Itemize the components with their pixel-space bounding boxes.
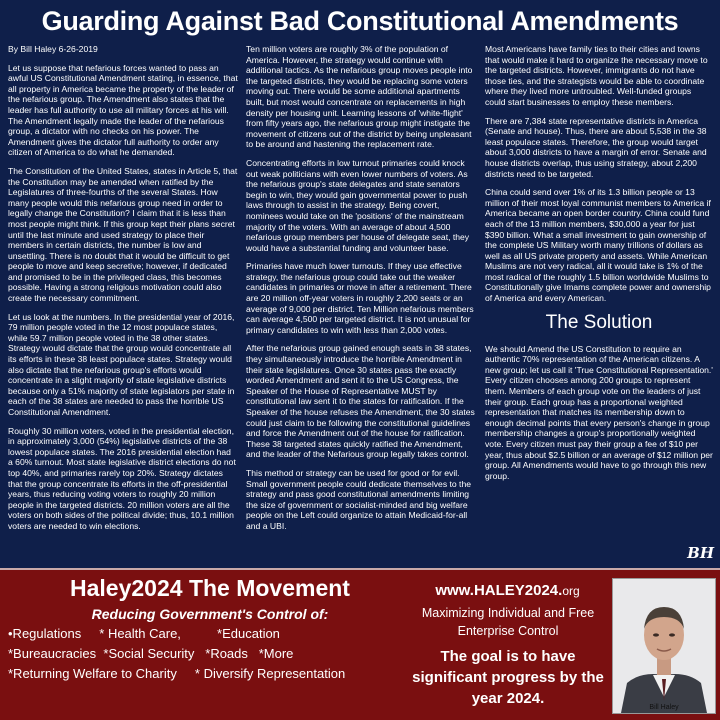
paragraph: Primaries have much lower turnouts. If they use effective strategy, the nefarious group could take out the weaker candidates in primaries or move in after a retirement. There are 20 million off-year voters in roughly 2,200 seats or an average of 9,000 per district. Ten Million nefarious members can average 4,500 per targeted district. It is not unusual for primary candidates to win with less than 2,000 votes. (246, 261, 474, 335)
paragraph: This method or strategy can be used for good or for evil. Small government people could dedicate themselves to the strategy and pass good constitutional amendments limiting the size of government or socialist-minded and big welfare people on the Left could organize to attain Medicaid-for-all and a UBI. (246, 467, 472, 531)
byline: By Bill Haley 6-26-2019 (8, 44, 98, 54)
solution-paragraph: We should Amend the US Constitution to require an authentic 70% representation of the American citizens. A new group; let us call it 'True Constitutional Representation.' Every citizen chooses among 200 groups to represent them. Members of each group vote on the leaders of just their group. Each group has a proportional weighted representation that matches its membership down to enough decimal points that every person's change in group membership changes a group's proportionally weighted vote. Every citizen must pay their group a fee of $10 per year, thus about $2.5 billion or an average of $12 million per group. All Amendments would have to go through this new group. (485, 343, 713, 481)
portrait-icon (613, 579, 715, 713)
article-column-2 (246, 44, 478, 540)
paragraph: Let us suppose that nefarious forces wanted to pass an awful US Constitutional Amendment stating, in essence, that all property in America became the property of the leader of the nefarious group. The Amendment also states that the leader has full authority to use all military forces at his will. The Amendment legally made the leader of the nefarious group, a dictator with no checks on his power. The Amendment gives the dictator full authority to order any citizen of America to do what he demanded. (8, 62, 238, 158)
reduce-heading: Reducing Government's Control of: (91, 606, 329, 622)
movement-title: Haley2024 The Movement (70, 575, 350, 601)
photo-caption: Bill Haley (649, 704, 679, 711)
portrait-photo (612, 578, 716, 714)
reduce-list-line: •Regulations * Health Care, *Education (8, 626, 280, 641)
paragraph: Let us look at the numbers. In the presidential year of 2016, 79 million people voted in the 12 most populace states, while 59.7 million people voted in the 38 other states. Strategy would dictate that the group would concentrate all its efforts in these 38 least populace states. Strategy would also dictate that the nefarious group's efforts would concentrate in a slight majority of state legislative districts because only a 51% majority of state legislators per state in each of the 38 states are needed to pass the horrible US Constitutional Amendment. (8, 311, 235, 417)
paragraph: Most Americans have family ties to their cities and towns that would make it hard to organize the necessary move to the targeted districts. However, immigrants do not have those ties, and the strategists would be able to coordinate where they lived more untroubled. Well-funded groups could start businesses to employ these members. (485, 44, 708, 107)
website-url-main: www.HALEY2024. (435, 582, 563, 599)
tagline: Maximizing Individual and Free Enterprise Control (421, 606, 595, 638)
paragraph: There are 7,384 state representative districts in America (Senate and house). Thus, there are about 5,538 in the 38 least populace states. Therefore, the group would target about 3,000 districts to have a margin of error. Senate and house districts overlap, thus using strategy, about 2,200 districts need to be targeted. (485, 115, 707, 179)
article-column-3 (485, 44, 713, 489)
reduce-list-line: *Bureaucracies *Social Security *Roads *More (8, 646, 294, 661)
article-column-1 (8, 44, 238, 540)
solution-heading: The Solution (545, 311, 653, 333)
paragraph: Roughly 30 million voters, voted in the presidential election, in approximately 3,000 (54%) legislative districts of the 38 lowest populace states. The 2016 presidential election had a 60% turnout. Most state legislative district elections do not top 40%, and primaries rarely top 20%. Strategy dictates that the group concentrate its efforts in the off-presidential years, thus reducing voting voters to roughly 20 million people in the targeted districts. 20 million voters are all the voters on both sides of the political divide; thus, 10.1 million voters are needed to win elections. (8, 425, 236, 531)
goal-statement: The goal is to have significant progress by the year 2024. (412, 648, 604, 707)
author-initials-logo: BH (687, 544, 714, 562)
campaign-footer (0, 570, 720, 720)
website-url-tld: org (562, 584, 580, 598)
paragraph: The Constitution of the United States, states in Article 5, that the Constitution may be amended when ratified by the Legislatures of three-fourths of the several States. How many people would this nefarious group need in order to legally change the Constitution? I claim that it is less than most people might think. If this group kept their plans secret until the last minute and used strategy to place their members in certain districts, the number is low and unsettling. There is no doubt that it would be difficult to get people to move and keep secretive; however, if dedicated and promised to be in the privileged class, this becomes possible. Having a strong religious motivation could also create the necessary commitment. (8, 165, 238, 304)
paragraph: Concentrating efforts in low turnout primaries could knock out weak politicians with even lower numbers of voters. As the nefarious group's state delegates and state senators begin to win, they would gain governmental power to push laws through to assist in the strategy. Being covert, nominees would take on the 'positions' of the mainstream majority of the voters. With an average of about 4,500 nefarious group members per house of delegate seat, they would have a substantial funding and volunteer base. (246, 157, 470, 253)
page-title: Guarding Against Bad Constitutional Amendments (41, 6, 679, 36)
paragraph: After the nefarious group gained enough seats in 38 states, they simultaneously introduce the horrible Amendment in their state legislatures. Once 30 states pass the exactly worded Amendment and sent it to the US Congress, the Speaker of the House of Representative MUST by constitutional law sent it to the states for ratification. If the Speaker of the house refuses the Amendment, the 30 states could just claim to be following the constitutional guidelines and force the Amendment out of the house for ratification. These 38 targeted states quickly ratified the Amendment, and the leader of the Nefarious group legally takes control. (246, 343, 475, 460)
paragraph: Ten million voters are roughly 3% of the population of America. However, the strategy would continue with additional tactics. As the nefarious group moves people into the targeted districts, they would be replacing some voters moving out. There would be some additional apartments built, but most would concentrate on replacements in high density per housing unit. Learning lessons of 'white-flight' from fifty years ago, the nefarious group might instigate the movement of citizens out of the district by being unpleasant to be around and hastening the replacement rate. (246, 44, 473, 150)
paragraph: China could send over 1% of its 1.3 billion people or 13 million of their most loyal communist members to America if America became an open border country. China could fund each of the 13 million members, $30,000 a year for just $390 billion. What a small investment to gain ownership of the complete US Military worth many trillions of dollars as well as all US private property and assets. While American Muslims are not very radical, all it would take is 1% of the most radical of the roughly 1.5 billion worldwide Muslims to Constitutionally give Imams complete power and ownership of America and every American. (485, 187, 711, 304)
website-link[interactable] (415, 582, 600, 599)
reduce-list-line: *Returning Welfare to Charity * Diversify Representation (8, 666, 346, 681)
